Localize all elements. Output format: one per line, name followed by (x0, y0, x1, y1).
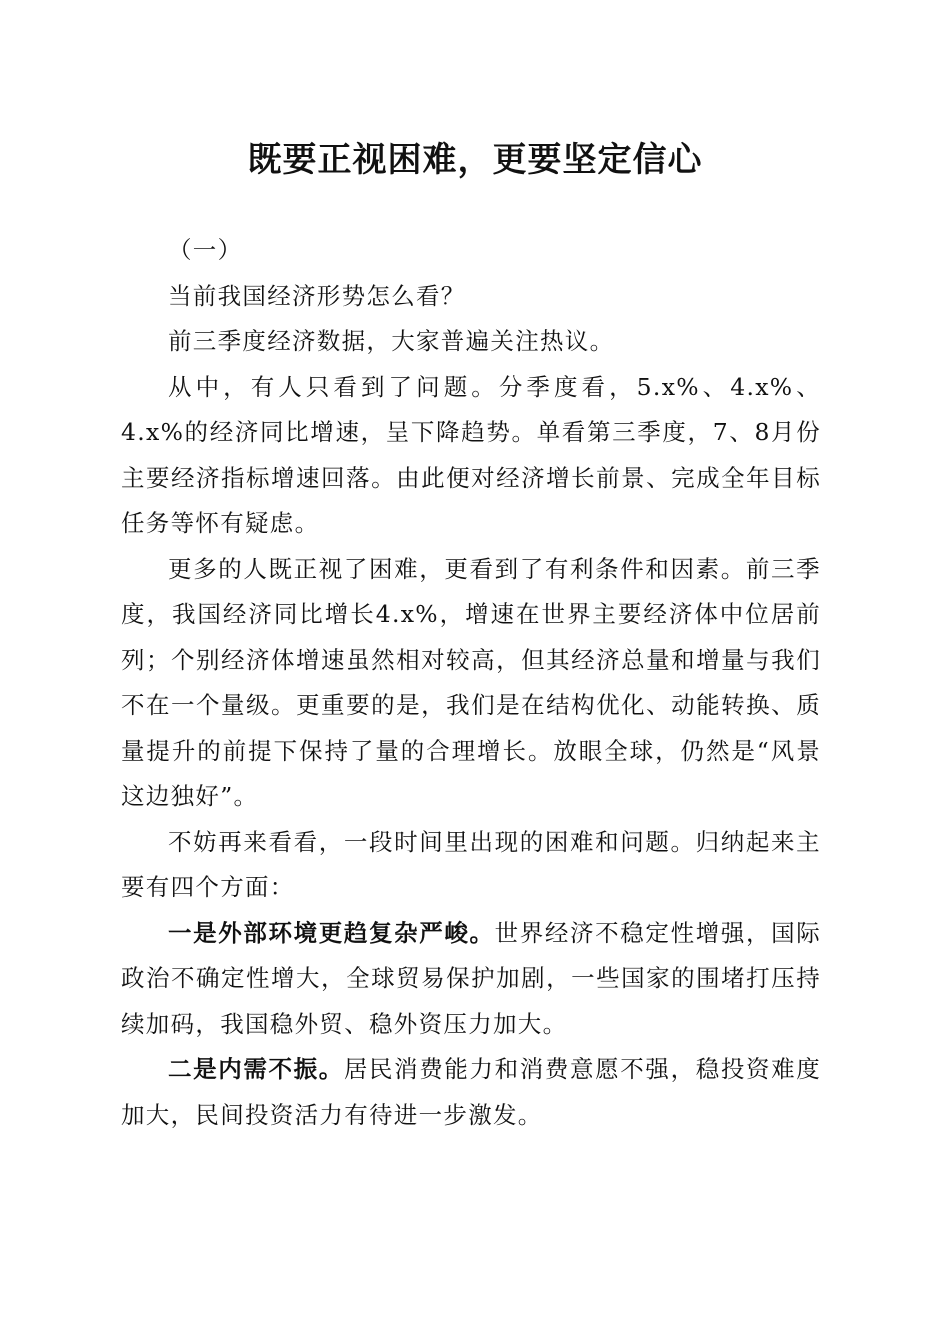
paragraph-text: 不妨再来看看，一段时间里出现的困难和问题。归纳起来主要有四个方面： (121, 827, 821, 901)
paragraph-text: 居民消费能力和消费意愿不强，稳投资难度加大，民间投资活力有待进一步激发。 (121, 1055, 822, 1129)
paragraph (121, 820, 821, 911)
paragraph-text: 更多的人既正视了困难，更看到了有利条件和因素。前三季度，我国经济同比增长4.x%，增速在世界主要经济体中位居前列；个别经济体增速虽然相对较高，但其经济总量和增量与我们不在一个量级。更重要的是，我们是在结构优化、动能转换、质量提升的前提下保持了量的合理增长。放眼全球，仍然是“风景这边独好”。 (121, 554, 821, 810)
paragraph-text: 当前我国经济形势怎么看？ (168, 281, 466, 310)
paragraph (121, 365, 821, 547)
paragraph-lead: 二是内需不振。 (168, 1055, 344, 1083)
document-body (121, 228, 821, 1138)
paragraph (121, 547, 821, 820)
paragraph (121, 319, 821, 365)
paragraph-point-two (121, 1047, 821, 1138)
paragraph-text: 从中，有人只看到了问题。分季度看，5.x%、4.x%、4.x%的经济同比增速，呈下降趋势。单看第三季度，7、8月份主要经济指标增速回落。由此便对经济增长前景、完成全年目标任务等怀有疑虑。 (121, 372, 821, 537)
document-title: 既要正视困难，更要坚定信心 (247, 140, 703, 180)
paragraph-point-one (121, 911, 821, 1048)
paragraph-text: 世界经济不稳定性增强，国际政治不确定性增大，全球贸易保护加剧，一些国家的围堵打压持续加码，我国稳外贸、稳外资压力加大。 (121, 918, 822, 1038)
section-heading: （一） (168, 236, 243, 264)
paragraph (121, 274, 821, 320)
paragraph-text: 前三季度经济数据，大家普遍关注热议。 (168, 327, 615, 355)
paragraph-lead: 一是外部环境更趋复杂严峻。 (168, 918, 495, 947)
